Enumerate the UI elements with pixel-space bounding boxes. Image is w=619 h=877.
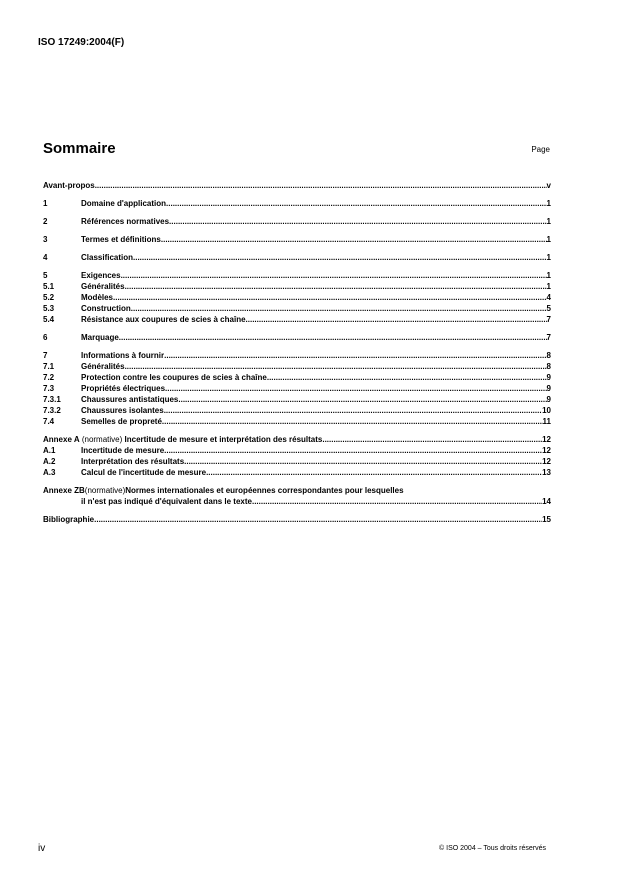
toc-entry[interactable] <box>43 416 551 427</box>
leader-dots <box>131 303 547 314</box>
toc-entry[interactable] <box>43 216 551 227</box>
toc-section-number: 7 <box>43 351 48 360</box>
annex-a-label: Incertitude de mesure et interprétation des résultats <box>124 435 323 444</box>
toc-page-number: 1 <box>546 217 551 226</box>
table-of-contents <box>43 180 551 525</box>
toc-entry[interactable] <box>43 405 551 416</box>
leader-dots <box>178 394 546 405</box>
leader-dots <box>133 252 547 263</box>
toc-page-number: 1 <box>546 271 551 280</box>
toc-page-number: 7 <box>546 315 551 324</box>
toc-page-number: 12 <box>542 457 551 466</box>
toc-page-number: 10 <box>542 406 551 415</box>
toc-entry[interactable] <box>43 383 551 394</box>
toc-page-number: 15 <box>542 515 551 524</box>
toc-label: Construction <box>81 304 131 313</box>
toc-entry[interactable] <box>43 292 551 303</box>
toc-label: Protection contre les coupures de scies à chaîne <box>81 373 267 382</box>
document-id: ISO 17249:2004(F) <box>38 37 125 48</box>
toc-label: Résistance aux coupures de scies à chaîne <box>81 315 246 324</box>
leader-dots <box>169 216 547 227</box>
toc-page-number: 5 <box>546 304 551 313</box>
leader-dots <box>121 270 547 281</box>
toc-page-number: 9 <box>546 384 551 393</box>
toc-section-number: 4 <box>43 253 48 262</box>
toc-page-number: 9 <box>546 373 551 382</box>
toc-label: Termes et définitions <box>81 235 161 244</box>
toc-entry[interactable] <box>43 198 551 209</box>
leader-dots <box>184 456 542 467</box>
annex-zb-title-line2 <box>43 496 551 507</box>
toc-page-number: 9 <box>546 395 551 404</box>
toc-section-number: A.2 <box>43 457 56 466</box>
toc-label: Références normatives <box>81 217 170 226</box>
toc-label: Informations à fournir <box>81 351 165 360</box>
toc-section-number: 7.4 <box>43 417 55 426</box>
toc-page-number: 8 <box>546 362 551 371</box>
toc-entry-annex-a[interactable] <box>43 434 551 445</box>
toc-label: Chaussures isolantes <box>81 406 164 415</box>
leader-dots <box>322 434 542 445</box>
toc-section-number: A.3 <box>43 468 56 477</box>
toc-page-number: 11 <box>542 417 551 426</box>
leader-dots <box>206 467 542 478</box>
toc-page-number: 8 <box>546 351 551 360</box>
annex-a-normative: (normative) <box>79 435 125 444</box>
page-title: Sommaire <box>43 140 116 157</box>
toc-entry[interactable] <box>43 372 551 383</box>
toc-section-number: 5 <box>43 271 48 280</box>
toc-page-number: 1 <box>546 282 551 291</box>
toc-page-number: 12 <box>542 446 551 455</box>
leader-dots <box>161 234 547 245</box>
toc-section-number: 7.2 <box>43 373 55 382</box>
toc-page-number: 7 <box>546 333 551 342</box>
toc-label: Exigences <box>81 271 121 280</box>
toc-entry[interactable] <box>43 332 551 343</box>
leader-dots <box>162 416 543 427</box>
toc-entry[interactable] <box>43 467 551 478</box>
toc-section-number: 1 <box>43 199 48 208</box>
toc-section-number: 5.4 <box>43 315 55 324</box>
toc-label: Chaussures antistatiques <box>81 395 179 404</box>
leader-dots <box>119 332 547 343</box>
toc-label: Domaine d'application <box>81 199 167 208</box>
leader-dots <box>252 496 542 507</box>
toc-section-number: 5.2 <box>43 293 55 302</box>
toc-entry[interactable] <box>43 456 551 467</box>
toc-entry[interactable] <box>43 281 551 292</box>
page-number: iv <box>38 843 46 854</box>
toc-entry[interactable] <box>43 445 551 456</box>
leader-dots <box>125 281 547 292</box>
toc-page-number: 12 <box>542 435 551 444</box>
toc-page-number: 1 <box>546 235 551 244</box>
copyright-notice: © ISO 2004 – Tous droits réservés <box>439 845 546 852</box>
annex-zb-label-line1: Normes internationales et européennes correspondantes pour lesquelles <box>125 486 404 495</box>
toc-page-number: 1 <box>546 199 551 208</box>
toc-page-number: v <box>546 181 551 190</box>
toc-label: Généralités <box>81 282 125 291</box>
toc-page-number: 4 <box>546 293 551 302</box>
annex-zb-prefix: Annexe ZB <box>43 486 85 495</box>
annex-zb-title-line1 <box>43 485 551 496</box>
toc-section-number: A.1 <box>43 446 56 455</box>
toc-label: Semelles de propreté <box>81 417 162 426</box>
toc-entry[interactable] <box>43 394 551 405</box>
toc-label: Marquage <box>81 333 119 342</box>
leader-dots <box>164 445 542 456</box>
annex-a-prefix: Annexe A <box>43 435 80 444</box>
toc-entry[interactable] <box>43 314 551 325</box>
toc-entry[interactable] <box>43 303 551 314</box>
toc-page-number: 14 <box>542 497 551 506</box>
toc-section-number: 7.3.1 <box>43 395 61 404</box>
toc-label: Avant-propos <box>43 181 95 190</box>
annex-a-section <box>43 434 551 478</box>
toc-label: Modèles <box>81 293 114 302</box>
toc-section-number: 5.1 <box>43 282 55 291</box>
annex-a-items <box>43 445 551 478</box>
leader-dots <box>267 372 547 383</box>
leader-dots <box>246 314 547 325</box>
leader-dots <box>164 405 542 416</box>
annex-zb-normative: (normative) <box>84 486 126 495</box>
toc-entry[interactable] <box>43 361 551 372</box>
toc-label: Propriétés électriques <box>81 384 166 393</box>
toc-label: Calcul de l'incertitude de mesure <box>81 468 207 477</box>
leader-dots <box>164 350 546 361</box>
leader-dots <box>165 383 547 394</box>
annex-zb-label-line2: il n'est pas indiqué d'équivalent dans le texte <box>81 497 252 506</box>
toc-entry[interactable] <box>43 180 551 191</box>
toc-section-number: 2 <box>43 217 48 226</box>
leader-dots <box>95 180 547 191</box>
toc-entry[interactable] <box>43 252 551 263</box>
toc-section-number: 7.1 <box>43 362 55 371</box>
leader-dots <box>166 198 547 209</box>
toc-section-number: 5.3 <box>43 304 55 313</box>
toc-entry[interactable] <box>43 350 551 361</box>
toc-main-list <box>43 180 551 427</box>
annex-a-title <box>43 434 322 445</box>
toc-label: Incertitude de mesure <box>81 446 165 455</box>
toc-page-number: 13 <box>542 468 551 477</box>
toc-section-number: 7.3.2 <box>43 406 61 415</box>
page-column-label: Page <box>531 145 550 154</box>
toc-section-number: 7.3 <box>43 384 55 393</box>
toc-label: Interprétation des résultats <box>81 457 185 466</box>
toc-section-number: 3 <box>43 235 48 244</box>
leader-dots <box>125 361 547 372</box>
toc-label: Bibliographie <box>43 515 95 524</box>
toc-entry[interactable] <box>43 270 551 281</box>
annex-zb-section[interactable] <box>43 485 551 507</box>
leader-dots <box>113 292 547 303</box>
toc-label: Généralités <box>81 362 125 371</box>
leader-dots <box>94 514 542 525</box>
toc-page-number: 1 <box>546 253 551 262</box>
toc-label: Classification <box>81 253 134 262</box>
toc-section-number: 6 <box>43 333 48 342</box>
toc-entry[interactable] <box>43 234 551 245</box>
toc-entry-bibliography[interactable] <box>43 514 551 525</box>
